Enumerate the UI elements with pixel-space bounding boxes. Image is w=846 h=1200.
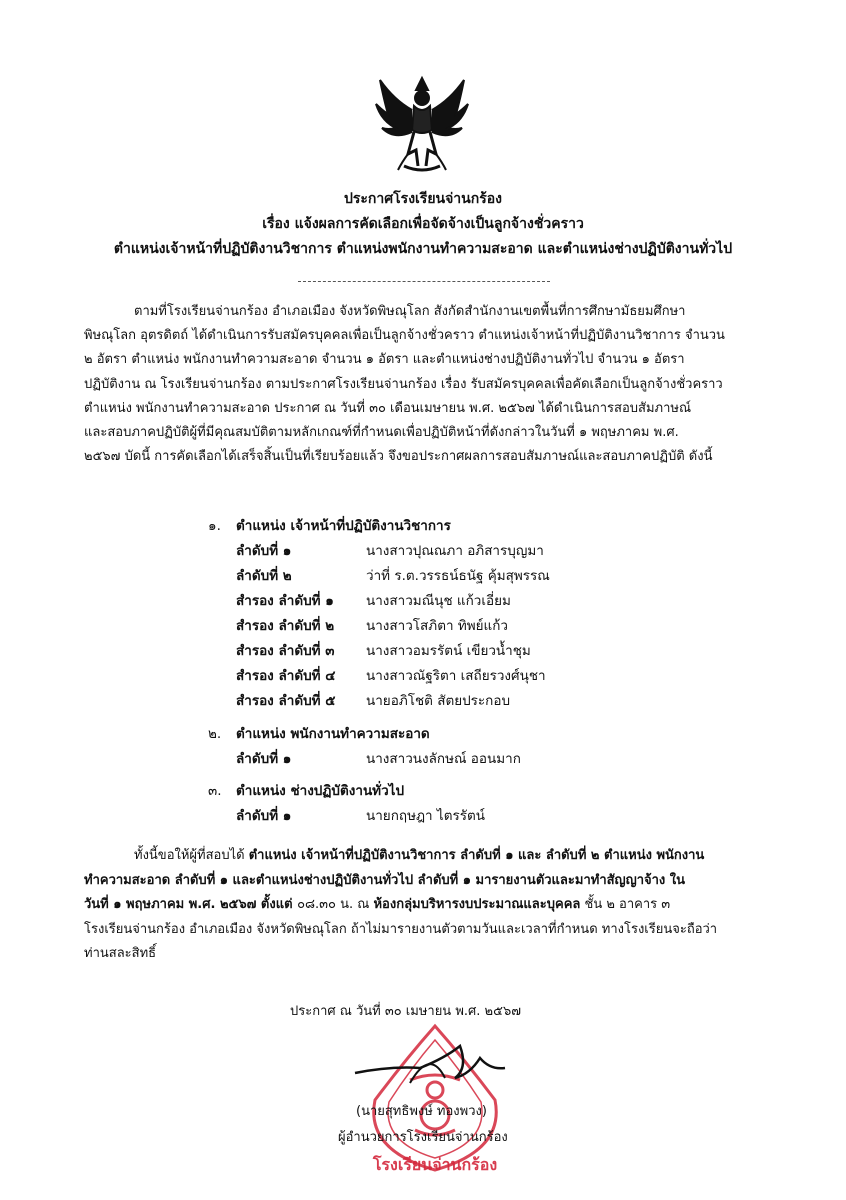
closing-text: ๐๘.๓๐ น. ณ (297, 897, 374, 912)
intro-line: พิษณุโลก อุตรดิตถ์ ได้ดำเนินการรับสมัครบุคคลเพื่อเป็นลูกจ้างชั่วคราว ตำแหน่งเจ้าหน้าที่ปฏิบัติงานวิชาการ จำนวน (84, 328, 725, 344)
candidate-name: นางสาวโสภิตา ทิพย์แก้ว (366, 618, 508, 634)
rank-label: สำรอง ลำดับที่ ๓ (236, 643, 335, 659)
candidate-name: นางสาวนงลักษณ์ ออนมาก (366, 751, 521, 767)
closing-text-bold: ตำแหน่ง เจ้าหน้าที่ปฏิบัติงานวิชาการ ลำดับที่ ๑ และ ลำดับที่ ๒ ตำแหน่ง พนักงาน (248, 848, 705, 863)
intro-line: ๒ อัตรา ตำแหน่ง พนักงานทำความสะอาด จำนวน ๑ อัตรา และตำแหน่งช่างปฏิบัติงานทั่วไป จำนวน ๑ อัตรา (84, 352, 685, 368)
section-title: ตำแหน่ง เจ้าหน้าที่ปฏิบัติงานวิชาการ (236, 518, 451, 534)
intro-line: ตามที่โรงเรียนจ่านกร้อง อำเภอเมือง จังหวัดพิษณุโลก สังกัดสำนักงานเขตพื้นที่การศึกษามัธยมศึกษา (134, 304, 686, 319)
dashed-divider (298, 281, 550, 282)
closing-text-bold: ห้องกลุ่มบริหารงบประมาณและบุคคล (373, 897, 581, 912)
section-title: ตำแหน่ง ช่างปฏิบัติงานทั่วไป (236, 783, 405, 799)
candidate-name: นางสาวมณีนุช แก้วเอี่ยม (366, 593, 511, 609)
candidate-name: ว่าที่ ร.ต.วรรธน์ธนัฐ คุ้มสุพรรณ (366, 568, 550, 584)
rank-label: ลำดับที่ ๑ (236, 543, 292, 559)
signer-name: (นายสุทธิพงษ์ ทองพวง) (356, 1104, 487, 1119)
intro-paragraph (84, 300, 774, 469)
candidate-name: นางสาวณัฐริตา เสถียรวงศ์นุชา (366, 668, 546, 684)
rank-label: สำรอง ลำดับที่ ๕ (236, 693, 336, 709)
closing-text: ชั้น ๒ อาคาร ๓ (580, 897, 671, 912)
signature-icon (350, 1038, 510, 1088)
announcement-org-title: ประกาศโรงเรียนจ่านกร้อง (344, 191, 502, 207)
candidate-name: นางสาวปุณณภา อภิสารบุญมา (366, 543, 544, 559)
intro-line: ปฏิบัติงาน ณ โรงเรียนจ่านกร้อง ตามประกาศโรงเรียนจ่านกร้อง เรื่อง รับสมัครบุคคลเพื่อคัดเลือกเป็นลูกจ้างชั่วคราว (84, 376, 723, 392)
closing-text-bold: วันที่ ๑ พฤษภาคม พ.ศ. ๒๕๖๗ ตั้งแต่ (84, 897, 298, 912)
announcement-positions: ตำแหน่งเจ้าหน้าที่ปฏิบัติงานวิชาการ ตำแหน่งพนักงานทำความสะอาด และตำแหน่งช่างปฏิบัติงานทั่วไป (113, 241, 733, 257)
section-number: ๑. (208, 518, 221, 534)
section-number: ๒. (208, 726, 222, 742)
closing-text: ทั้งนี้ขอให้ผู้ที่สอบได้ (134, 848, 249, 863)
announcement-subject: เรื่อง แจ้งผลการคัดเลือกเพื่อจัดจ้างเป็นลูกจ้างชั่วคราว (262, 216, 584, 232)
intro-line: และสอบภาคปฏิบัติผู้ที่มีคุณสมบัติตามหลักเกณฑ์ที่กำหนดเพื่อปฏิบัติหน้าที่ดังกล่าวในวันที่ ๑ พฤษภาคม พ.ศ. (84, 425, 679, 441)
rank-label: สำรอง ลำดับที่ ๑ (236, 593, 334, 609)
candidate-name: นางสาวอมรรัตน์ เขียวน้ำชุม (366, 643, 531, 659)
closing-line: โรงเรียนจ่านกร้อง อำเภอเมือง จังหวัดพิษณุโลก ถ้าไม่มารายงานตัวตามวันและเวลาที่กำหนด ทางโรงเรียนจะถือว่า (84, 921, 718, 937)
closing-line: ท่านสละสิทธิ์ (84, 946, 157, 961)
section-number: ๓. (208, 783, 222, 799)
candidate-name: นายกฤษฎา ไตรรัตน์ (366, 808, 485, 824)
rank-label: สำรอง ลำดับที่ ๔ (236, 668, 336, 684)
intro-line: ๒๕๖๗ บัดนี้ การคัดเลือกได้เสร็จสิ้นเป็นที่เรียบร้อยแล้ว จึงขอประกาศผลการสอบสัมภาษณ์และสอบภาคปฏิบัติ ดังนี้ (84, 449, 713, 465)
candidate-name: นายอภิโชติ สัตยประกอบ (366, 693, 511, 709)
intro-line: ตำแหน่ง พนักงานทำความสะอาด ประกาศ ณ วันที่ ๓๐ เดือนเมษายน พ.ศ. ๒๕๖๗ ได้ดำเนินการสอบสัมภาษณ์ (84, 400, 692, 416)
announcement-date: ประกาศ ณ วันที่ ๓๐ เมษายน พ.ศ. ๒๕๖๗ (290, 1004, 521, 1019)
rank-label: สำรอง ลำดับที่ ๒ (236, 618, 335, 634)
svg-text:โรงเรียนจ่านกร้อง: โรงเรียนจ่านกร้อง (372, 1155, 498, 1174)
rank-label: ลำดับที่ ๑ (236, 808, 292, 824)
rank-label: ลำดับที่ ๑ (236, 751, 292, 767)
closing-line: ทำความสะอาด ลำดับที่ ๑ และตำแหน่งช่างปฏิบัติงานทั่วไป ลำดับที่ ๑ มารายงานตัวและมาทำสัญญาจ้าง ใน (84, 872, 686, 888)
closing-line (84, 893, 774, 918)
section-title: ตำแหน่ง พนักงานทำความสะอาด (236, 726, 430, 742)
closing-line (84, 844, 774, 869)
closing-paragraph (84, 844, 774, 967)
signer-title: ผู้อำนวยการโรงเรียนจ่านกร้อง (338, 1130, 508, 1145)
garuda-emblem-icon (374, 70, 470, 180)
rank-label: ลำดับที่ ๒ (236, 568, 292, 584)
